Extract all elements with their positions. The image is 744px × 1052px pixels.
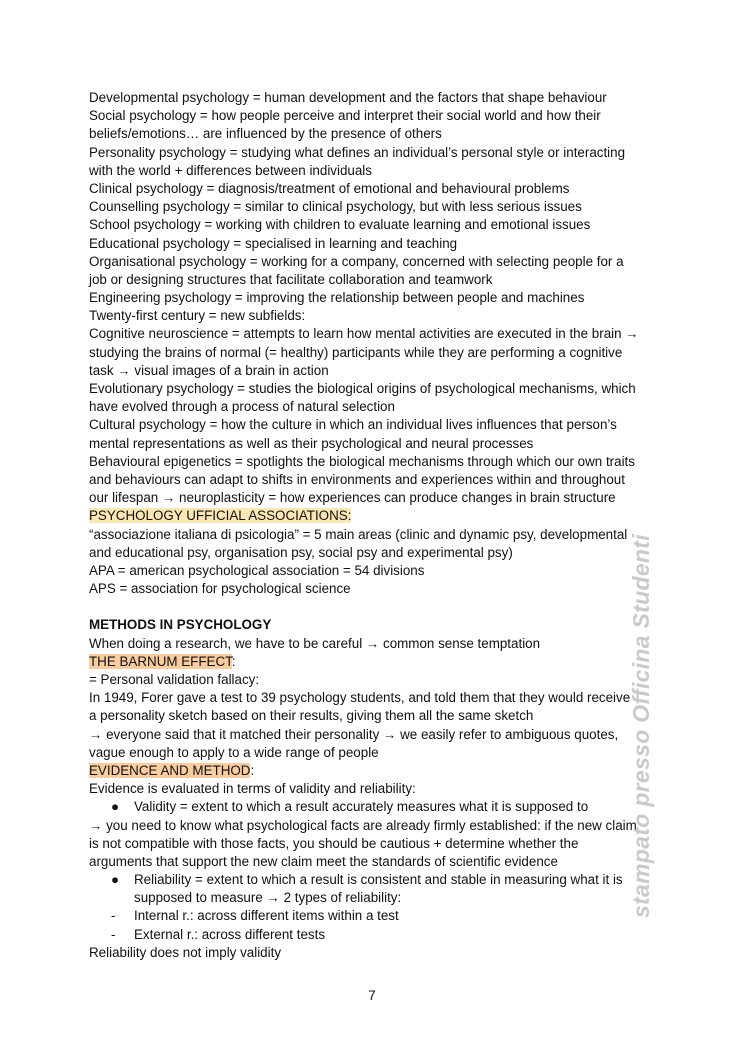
bullet-item xyxy=(89,798,664,816)
dash-text: Internal r.: across different items within a test xyxy=(134,908,399,924)
text-line: When doing a research, we have to be careful → common sense temptation xyxy=(89,635,541,651)
text-line: “associazione italiana di psicologia” = 5 main areas (clinic and dynamic psy, developmental xyxy=(89,526,628,542)
text-line: = Personal validation fallacy: xyxy=(89,672,260,687)
text-line: → you need to know what psychological facts are already firmly established: if the new claim xyxy=(89,817,637,833)
text-line: is not compatible with those facts, you should be cautious + determine whether the xyxy=(89,835,579,851)
text-line: have evolved through a process of natural selection xyxy=(89,399,395,415)
text-line: Personality psychology = studying what defines an individual’s personal style or interacting xyxy=(89,144,626,160)
dash-text: External r.: across different tests xyxy=(134,926,326,942)
text-line: vague enough to apply to a wide range of people xyxy=(89,744,379,760)
associations-heading: PSYCHOLOGY UFFICIAL ASSOCIATIONS: xyxy=(89,508,352,524)
text-line: Counselling psychology = similar to clinical psychology, but with less serious issues xyxy=(89,199,582,215)
barnum-heading-line xyxy=(89,653,664,671)
text-line: job or designing structures that facilitate collaboration and teamwork xyxy=(89,271,493,287)
text-line: Twenty-first century = new subfields: xyxy=(89,308,306,324)
watermark: stampato presso Officina Studenti xyxy=(628,534,654,918)
text-line: studying the brains of normal (= healthy) participants while they are performing a cognitive xyxy=(89,344,623,360)
text-line: and behaviours can adapt to shifts in environments and experiences within and throughout xyxy=(89,471,625,487)
dash-icon: - xyxy=(111,926,116,942)
text-line: mental representations as well as their psychological and neural processes xyxy=(89,435,534,451)
heading-colon: : xyxy=(250,762,255,778)
text-line: and educational psy, organisation psy, social psy and experimental psy) xyxy=(89,544,513,560)
text-line: APA = american psychological association = 54 divisions xyxy=(89,562,425,578)
bullet-item xyxy=(89,871,664,889)
text-line: Evolutionary psychology = studies the biological origins of psychological mechanisms, which xyxy=(89,381,636,396)
bullet-continuation: supposed to measure → 2 types of reliability: xyxy=(134,890,402,906)
text-line: → everyone said that it matched their personality → we easily refer to ambiguous quotes, xyxy=(89,726,619,742)
text-line: a personality sketch based on their results, giving them all the same sketch xyxy=(89,708,534,724)
bullet-icon: ● xyxy=(111,799,120,815)
bullet-text: Reliability = extent to which a result is consistent and stable in measuring what it is xyxy=(134,872,623,888)
evidence-heading-line xyxy=(89,762,664,780)
bullet-text: Validity = extent to which a result accurately measures what it is supposed to xyxy=(134,799,589,815)
dash-item xyxy=(89,907,664,925)
blank-line xyxy=(89,598,664,616)
text-line: Engineering psychology = improving the relationship between people and machines xyxy=(89,290,585,306)
text-line: Evidence is evaluated in terms of validity and reliability: xyxy=(89,781,416,797)
section-heading: METHODS IN PSYCHOLOGY xyxy=(89,617,272,633)
page-number: 7 xyxy=(368,988,376,1003)
text-line: arguments that support the new claim meet the standards of scientific evidence xyxy=(89,853,558,869)
text-line: Cognitive neuroscience = attempts to learn how mental activities are executed in the brain → xyxy=(89,326,639,342)
text-line: Developmental psychology = human development and the factors that shape behaviour xyxy=(89,90,607,105)
text-line: In 1949, Forer gave a test to 39 psychology students, and told them that they would receive xyxy=(89,690,631,706)
associations-heading-line xyxy=(89,507,664,525)
text-line: Reliability does not imply validity xyxy=(89,944,282,960)
document-body xyxy=(89,89,664,962)
dash-icon: - xyxy=(111,908,116,924)
dash-item xyxy=(89,926,664,944)
text-line: Cultural psychology = how the culture in which an individual lives influences that person’s xyxy=(89,417,617,433)
text-line: APS = association for psychological science xyxy=(89,581,351,597)
text-line: Clinical psychology = diagnosis/treatment of emotional and behavioural problems xyxy=(89,180,570,196)
text-line: our lifespan → neuroplasticity = how experiences can produce changes in brain structure xyxy=(89,490,616,506)
text-line: School psychology = working with children to evaluate learning and emotional issues xyxy=(89,217,591,233)
text-line: Social psychology = how people perceive and interpret their social world and how their xyxy=(89,108,601,124)
text-line: with the world + differences between individuals xyxy=(89,162,372,178)
text-line: Educational psychology = specialised in learning and teaching xyxy=(89,235,458,251)
text-line: beliefs/emotions… are influenced by the presence of others xyxy=(89,126,442,142)
evidence-heading: EVIDENCE AND METHOD xyxy=(89,762,251,778)
text-line: task → visual images of a brain in action xyxy=(89,362,329,378)
text-line: Behavioural epigenetics = spotlights the biological mechanisms through which our own traits xyxy=(89,453,635,469)
heading-colon: : xyxy=(231,653,236,669)
text-line: Organisational psychology = working for a company, concerned with selecting people for a xyxy=(89,253,624,269)
bullet-icon: ● xyxy=(111,872,120,888)
barnum-heading: THE BARNUM EFFECT xyxy=(89,653,232,669)
